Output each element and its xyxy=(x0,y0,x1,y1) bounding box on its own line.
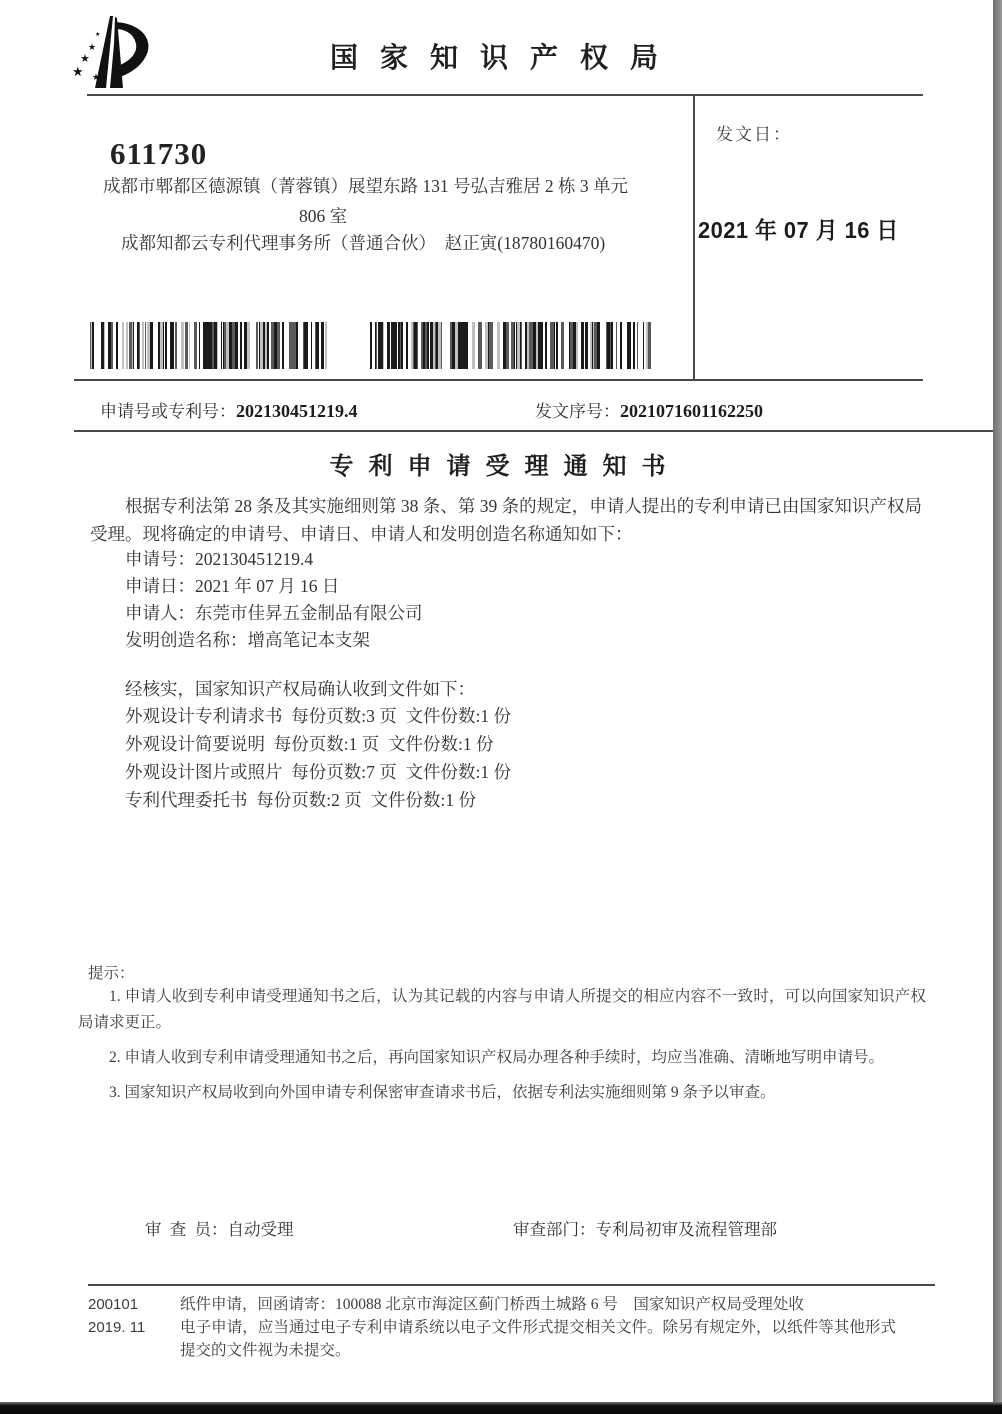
field-filing-date xyxy=(125,573,725,598)
field-label: 发明创造名称： xyxy=(125,630,248,650)
notice-intro-paragraph: 根据专利法第 28 条及其实施细则第 38 条、第 39 条的规定，申请人提出的专利申请已由国家知识产权局受理。现将确定的申请号、申请日、申请人和发明创造名称通知如下： xyxy=(90,496,922,544)
footer-code-1: 200101 xyxy=(88,1296,139,1313)
department-value: 专利局初审及流程管理部 xyxy=(595,1220,777,1239)
footer-divider-line xyxy=(88,1284,935,1286)
serial-number-label: 发文序号： xyxy=(535,402,620,421)
footer-code-2: 2019. 11 xyxy=(88,1319,146,1336)
tips-label: 提示： xyxy=(88,965,135,982)
dispatch-date-value: 2021 年 07 月 16 日 xyxy=(698,217,899,243)
tip-item-2: 2. 申请人收到专利申请受理通知书之后，再向国家知识产权局办理各种手续时，均应当准确、清晰地写明申请号。 xyxy=(109,1049,885,1066)
examiner-value: 自动受理 xyxy=(227,1220,294,1239)
footer-instructions xyxy=(180,1293,896,1362)
field-invention-title xyxy=(125,627,725,652)
svg-text:★: ★ xyxy=(95,31,101,38)
svg-text:★: ★ xyxy=(88,43,97,53)
scan-edge-bottom xyxy=(0,1402,1002,1414)
application-number-value: 202130451219.4 xyxy=(236,401,358,421)
tip-item-1: 1. 申请人收到专利申请受理通知书之后，认为其记载的内容与申请人所提交的相应内容不一致时，可以向国家知识产权局请求更正。 xyxy=(78,988,926,1031)
dispatch-date-label: 发文日： xyxy=(716,125,792,144)
barcode-right xyxy=(368,322,652,369)
postal-code: 611730 xyxy=(110,136,208,171)
received-file-row: 外观设计专利请求书 每份页数:3 页 文件份数:1 份 xyxy=(125,706,511,726)
notice-title: 专利申请受理通知书 xyxy=(329,454,681,480)
received-file-row: 外观设计简要说明 每份页数:1 页 文件份数:1 份 xyxy=(125,734,494,754)
svg-text:★: ★ xyxy=(92,73,101,83)
footer-electronic-instruction: 电子申请，应当通过电子专利申请系统以电子文件形式提交相关文件。除另有规定外，以纸件等其他形式提交的文件视为未提交。 xyxy=(180,1319,896,1359)
examiner-group xyxy=(145,1216,294,1240)
department-label: 审查部门： xyxy=(513,1220,596,1239)
received-file-row: 专利代理委托书 每份页数:2 页 文件份数:1 份 xyxy=(125,790,476,810)
scan-edge-right xyxy=(993,0,1002,1414)
department-group xyxy=(513,1216,777,1240)
application-number-label: 申请号或专利号： xyxy=(100,402,236,421)
field-value: 增高笔记本支架 xyxy=(247,630,370,650)
received-files-intro: 经核实，国家知识产权局确认收到文件如下： xyxy=(125,679,475,699)
agency-title: 国家知识产权局 xyxy=(329,43,680,74)
examiner-label: 审 查 员： xyxy=(145,1220,228,1239)
meta-divider-line xyxy=(74,430,993,432)
recipient-address-line1: 成都市郫都区德源镇（菁蓉镇）展望东路 131 号弘吉雅居 2 栋 3 单元 xyxy=(103,176,628,196)
field-value: 东莞市佳昇五金制品有限公司 xyxy=(195,603,423,623)
received-file-row: 外观设计图片或照片 每份页数:7 页 文件份数:1 份 xyxy=(125,762,511,782)
recipient-agency-line: 成都知都云专利代理事务所（普通合伙） 赵正寅(18780160470) xyxy=(121,233,606,253)
cnipa-logo-icon xyxy=(70,14,156,94)
barcode-divider-line xyxy=(74,379,923,381)
serial-number-value: 2021071601162250 xyxy=(620,401,764,421)
svg-text:★: ★ xyxy=(72,65,84,80)
footer-paper-instruction: 纸件申请，回函请寄：100088 北京市海淀区蓟门桥西土城路 6 号 国家知识产权局受理处收 xyxy=(180,1296,804,1313)
tips-list xyxy=(78,984,926,1115)
svg-text:★: ★ xyxy=(80,52,90,65)
header-divider-line xyxy=(87,94,923,96)
application-number-group xyxy=(100,397,358,422)
field-label: 申请号： xyxy=(125,549,195,569)
serial-number-group xyxy=(535,397,763,422)
field-value: 2021 年 07 月 16 日 xyxy=(195,576,340,596)
field-applicant xyxy=(125,600,725,625)
field-value: 202130451219.4 xyxy=(195,549,314,569)
recipient-address-line2: 806 室 xyxy=(298,206,348,226)
tip-item-3: 3. 国家知识产权局收到向外国申请专利保密审查请求书后，依据专利法实施细则第 9 条予以审查。 xyxy=(109,1084,776,1101)
footer-form-codes xyxy=(88,1293,145,1339)
field-application-no xyxy=(125,546,725,571)
field-label: 申请人： xyxy=(125,603,195,623)
barcode-left xyxy=(90,322,330,369)
field-label: 申请日： xyxy=(125,576,195,596)
